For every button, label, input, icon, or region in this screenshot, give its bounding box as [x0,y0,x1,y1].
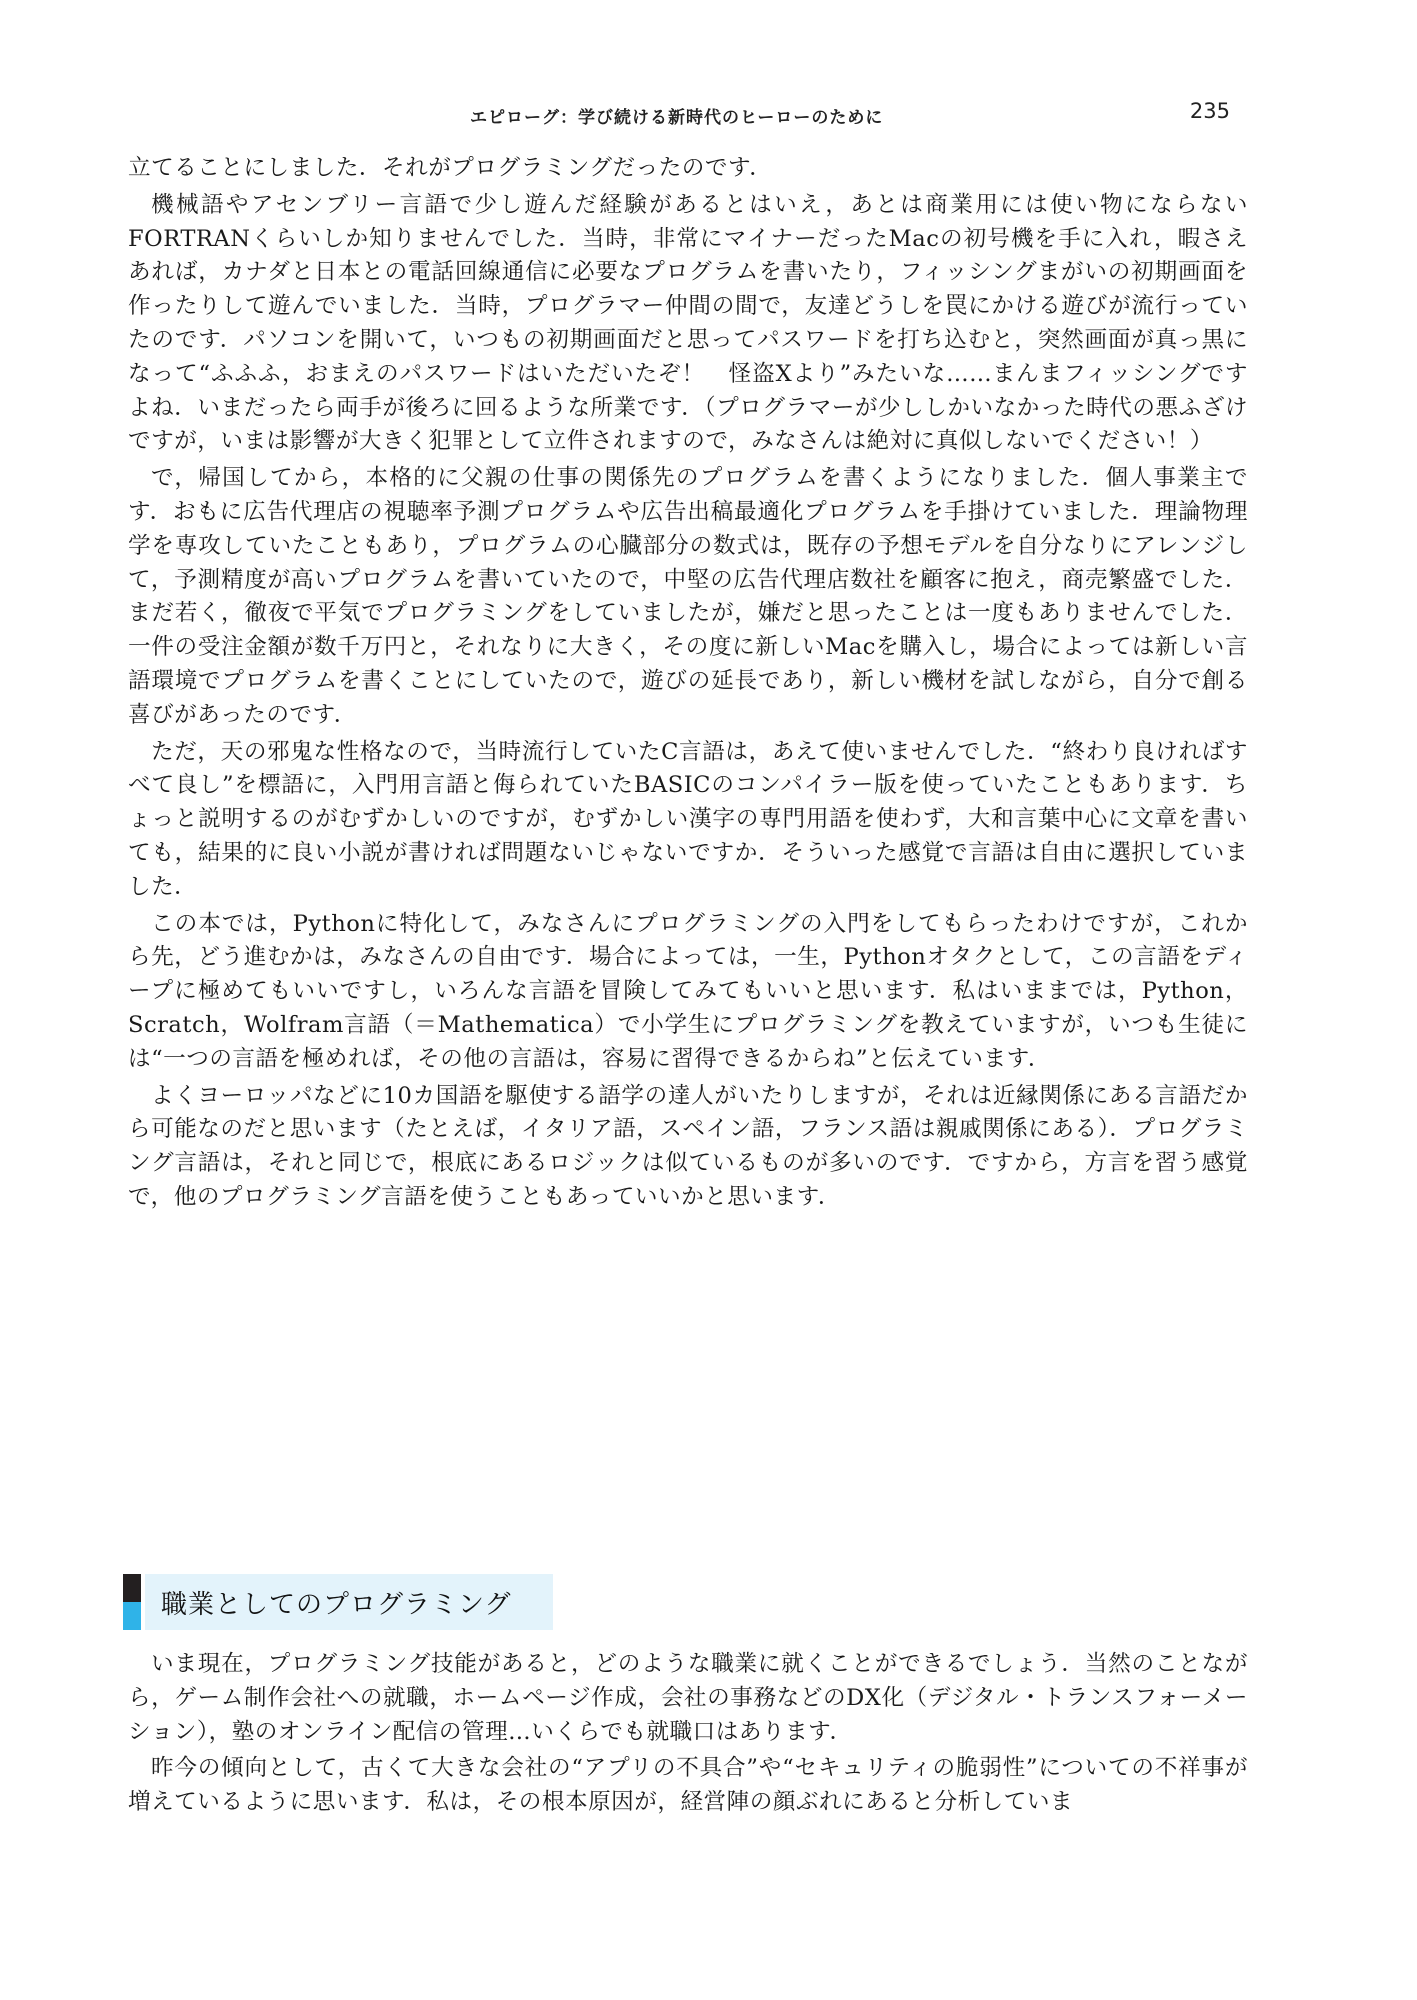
paragraph: 機械語やアセンブリー言語で少し遊んだ経験があるとはいえ，あとは商業用には使い物にならないFORTRANくらいしか知りませんでした．当時，非常にマイナーだったMacの初号機を手に入れ，暇さえあれば，カナダと日本との電話回線通信に必要なプログラムを書いたり，フィッシングまがいの初期画面を作ったりして遊んでいました．当時，プログラマー仲間の間で，友達どうしを罠にかける遊びが流行っていたのです．パソコンを開いて，いつもの初期画面だと思ってパスワードを打ち込むと，突然画面が真っ黒になって“ふふふ，おまえのパスワードはいただいたぞ！ 怪盗Xより”みたいな……まんまフィッシングですよね．いまだったら両手が後ろに回るような所業です．（プログラマーが少ししかいなかった時代の悪ふざけですが，いまは影響が大きく犯罪として立件されますので，みなさんは絶対に真似しないでください！） [128,191,1248,455]
section-body-text [128,1648,1248,1823]
page-header [470,99,1230,133]
paragraph: 昨今の傾向として，古くて大きな会社の“アプリの不具合”や“セキュリティの脆弱性”についての不祥事が増えているように思います．私は，その根本原因が，経営陣の顔ぶれにあると分析していま [128,1755,1248,1816]
running-title: エピローグ：学び続ける新時代のヒーローのために [470,108,884,128]
section-heading [123,1574,553,1630]
paragraph: で，帰国してから，本格的に父親の仕事の関係先のプログラムを書くようになりました．個人事業主です．おもに広告代理店の視聴率予測プログラムや広告出稿最適化プログラムを手掛けていました．理論物理学を専攻していたこともあり，プログラムの心臓部分の数式は，既存の予想モデルを自分なりにアレンジして，予測精度が高いプログラムを書いていたので，中堅の広告代理店数社を顧客に抱え，商売繁盛でした．まだ若く，徹夜で平気でプログラミングをしていましたが，嫌だと思ったことは一度もありませんでした．一件の受注金額が数千万円と，それなりに大きく，その度に新しいMacを購入し，場合によっては新しい言語環境でプログラムを書くことにしていたので，遊びの延長であり，新しい機材を試しながら，自分で創る喜びがあったのです． [128,465,1248,728]
body-text [128,152,1248,1218]
heading-marker-dark [123,1574,141,1602]
paragraph: ただ，天の邪鬼な性格なので，当時流行していたC言語は，あえて使いませんでした．“終わり良ければすべて良し”を標語に，入門用言語と侮られていたBASICのコンパイラー版を使っていたこともあります．ちょっと説明するのがむずかしいのですが，むずかしい漢字の専門用語を使わず，大和言葉中心に文章を書いても，結果的に良い小説が書ければ問題ないじゃないですか．そういった感覚で言語は自由に選択していました． [128,738,1248,900]
heading-marker-blue [123,1602,141,1630]
paragraph: この本では，Pythonに特化して，みなさんにプログラミングの入門をしてもらったわけですが，これから先，どう進むかは，みなさんの自由です．場合によっては，一生，Pythonオタクとして，この言語をディープに極めてもいいですし，いろんな言語を冒険してみてもいいと思います．私はいままでは，Python，Scratch，Wolfram言語（＝Mathematica）で小学生にプログラミングを教えていますが，いつも生徒には“一つの言語を極めれば，その他の言語は，容易に習得できるからね”と伝えています． [128,910,1248,1072]
section-heading-text: 職業としてのプログラミング [161,1590,512,1620]
page-number: 235 [1189,99,1230,123]
paragraph: いま現在，プログラミング技能があると，どのような職業に就くことができるでしょう．当然のことながら，ゲーム制作会社への就職，ホームページ作成，会社の事務などのDX化（デジタル・トランスフォーメーション），塾のオンライン配信の管理…いくらでも就職口はあります． [128,1651,1248,1745]
paragraph: よくヨーロッパなどに10カ国語を駆使する語学の達人がいたりしますが，それは近縁関係にある言語だから可能なのだと思います（たとえば，イタリア語，スペイン語，フランス語は親戚関係にある）．プログラミング言語は，それと同じで，根底にあるロジックは似ているものが多いのです．ですから，方言を習う感覚で，他のプログラミング言語を使うこともあっていいかと思います． [128,1082,1248,1210]
paragraph: 立てることにしました．それがプログラミングだったのです． [128,155,773,181]
